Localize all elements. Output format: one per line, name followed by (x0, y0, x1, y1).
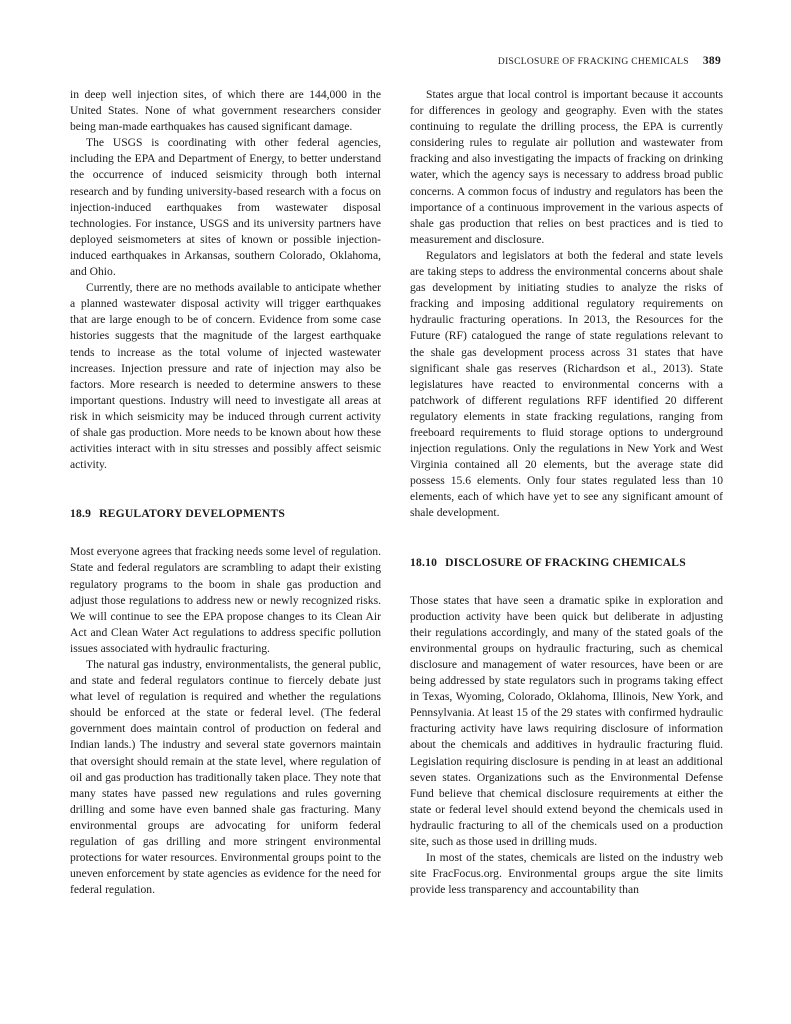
paragraph: Regulators and legislators at both the federal and state levels are taking steps to address the environmental concerns about shale gas development by initiating studies to analyze the risks of fracking and imposing additional regulatory requirements on hydraulic fracturing operations. In 2013, the Resources for the Future (RF) catalogued the range of state regulations relevant to the shale gas development process across 31 states that have significant shale gas reserves (Richardson et al., 2013). State legislatures have reacted to environmental concerns with a patchwork of different regulations RFF identified 20 different regulatory elements in state fracking regulations, ranging from freeboard requirements to fluid storage options to underground injection regulations. Only the regulations in New York and West Virginia contained all 20 elements, but the average state did possess 15.6 elements. Only four states regulated less than 10 elements, each of which have yet to see any significant amount of shale development. (410, 248, 723, 520)
section-number: 18.9 (70, 507, 92, 521)
running-title: DISCLOSURE OF FRACKING CHEMICALS (497, 57, 689, 67)
section-heading-18-10 (410, 555, 723, 571)
paragraph: Most everyone agrees that fracking needs some level of regulation. State and federal regulators are scrambling to adapt their existing regulatory programs to the boom in shale gas production and adjust those regulations to address new or newly recognized risks. We will continue to see the EPA propose changes to its Clean Air Act and Clean Water Act regulations to address specific pollution issues associated with hydraulic fracturing. (70, 545, 381, 655)
page-number: 389 (702, 55, 721, 67)
paragraph: Those states that have seen a dramatic spike in exploration and production activity have been quick but deliberate in adjusting their regulations accordingly, and many of the stated goals of the environmental groups on hydraulic fracturing, such as chemical disclosure and management of water resources, have been or are being addressed by state regulators such in programs taking effect in Texas, Wyoming, Colorado, Oklahoma, Illinois, New York, and Pennsylvania. At least 15 of the 29 states with confirmed hydraulic fracturing activity have laws requiring disclosure of information about the chemicals and additives in hydraulic fracturing fluid. Legislation requiring disclosure is pending in at least an additional seven states. Organizations such as the Environmental Defense Fund believe that chemical disclosure requirements at either the state or federal level should extend beyond the chemicals used in hydraulic fracturing to all of the chemicals used on a production site, such as those used in drilling muds. (410, 593, 723, 849)
paragraph: The natural gas industry, environmentalists, the general public, and state and federal regulators continue to fiercely debate just what level of regulation is required and whether the regulations should be enforced at the state or federal level. (The federal government does maintain control of production on federal and Indian lands.) The industry and several state governors maintain that oversight should remain at the state level, where regulation of oil and gas production has traditionally taken place. They note that many states have passed new regulations and rules governing drilling and some have even banned shale gas fracturing. Many environmental groups are advocating for uniform federal regulation of gas drilling and more stringent environmental protections for water resources. Environmental groups point to the uneven enforcement by state agencies as evidence for the need for federal regulation. (70, 658, 381, 897)
section-number: 18.10 (410, 555, 438, 569)
left-column (70, 87, 381, 898)
paragraph: States argue that local control is important because it accounts for differences in geology and geography. Even with the states continuing to regulate the drilling process, the EPA is currently considering rules to regulate air pollution and wastewater from fracking and also investigating the impacts of fracking on drinking water, which the agency says is necessary to address broad public concerns. A common focus of industry and regulators has been the importance of a continuous improvement in the various aspects of shale gas production that relies on best practices and is tied to measurement and disclosure. (410, 88, 723, 246)
paragraph: The USGS is coordinating with other federal agencies, including the EPA and Department of Energy, to better understand the occurrence of induced seismicity through both internal research and by funding university-based research with a focus on injection-induced earthquakes from wastewater disposal technologies. For instance, USGS and its university partners have deployed seismometers at sites of known or possible injection-induced earthquakes in Arkansas, southern Colorado, Oklahoma, and Ohio. (70, 136, 381, 279)
right-column (410, 87, 723, 898)
paragraph: in deep well injection sites, of which there are 144,000 in the United States. None of what government researchers consider being man-made earthquakes has caused significant damage. (70, 88, 381, 134)
section-title: DISCLOSURE OF FRACKING CHEMICALS (445, 555, 686, 569)
running-header (498, 55, 721, 67)
section-heading-18-9 (70, 506, 381, 522)
paragraph: In most of the states, chemicals are listed on the industry web site FracFocus.org. Environmental groups argue the site limits provide less transparency and accountability than (410, 851, 723, 897)
section-title: REGULATORY DEVELOPMENTS (99, 507, 286, 521)
paragraph: Currently, there are no methods available to anticipate whether a planned wastewater disposal activity will trigger earthquakes that are large enough to be of concern. Evidence from some case histories suggests that the magnitude of the largest earthquake tends to increase as the total volume of injected wastewater increases. Injection pressure and rate of injection may also be factors. More research is needed to determine answers to these important questions. Industry will need to investigate all areas at risk in which seismicity may be induced through current activity of shale gas production. More needs to be known about how these activities interact with in situ stresses and possibly affect seismic activity. (70, 281, 381, 472)
